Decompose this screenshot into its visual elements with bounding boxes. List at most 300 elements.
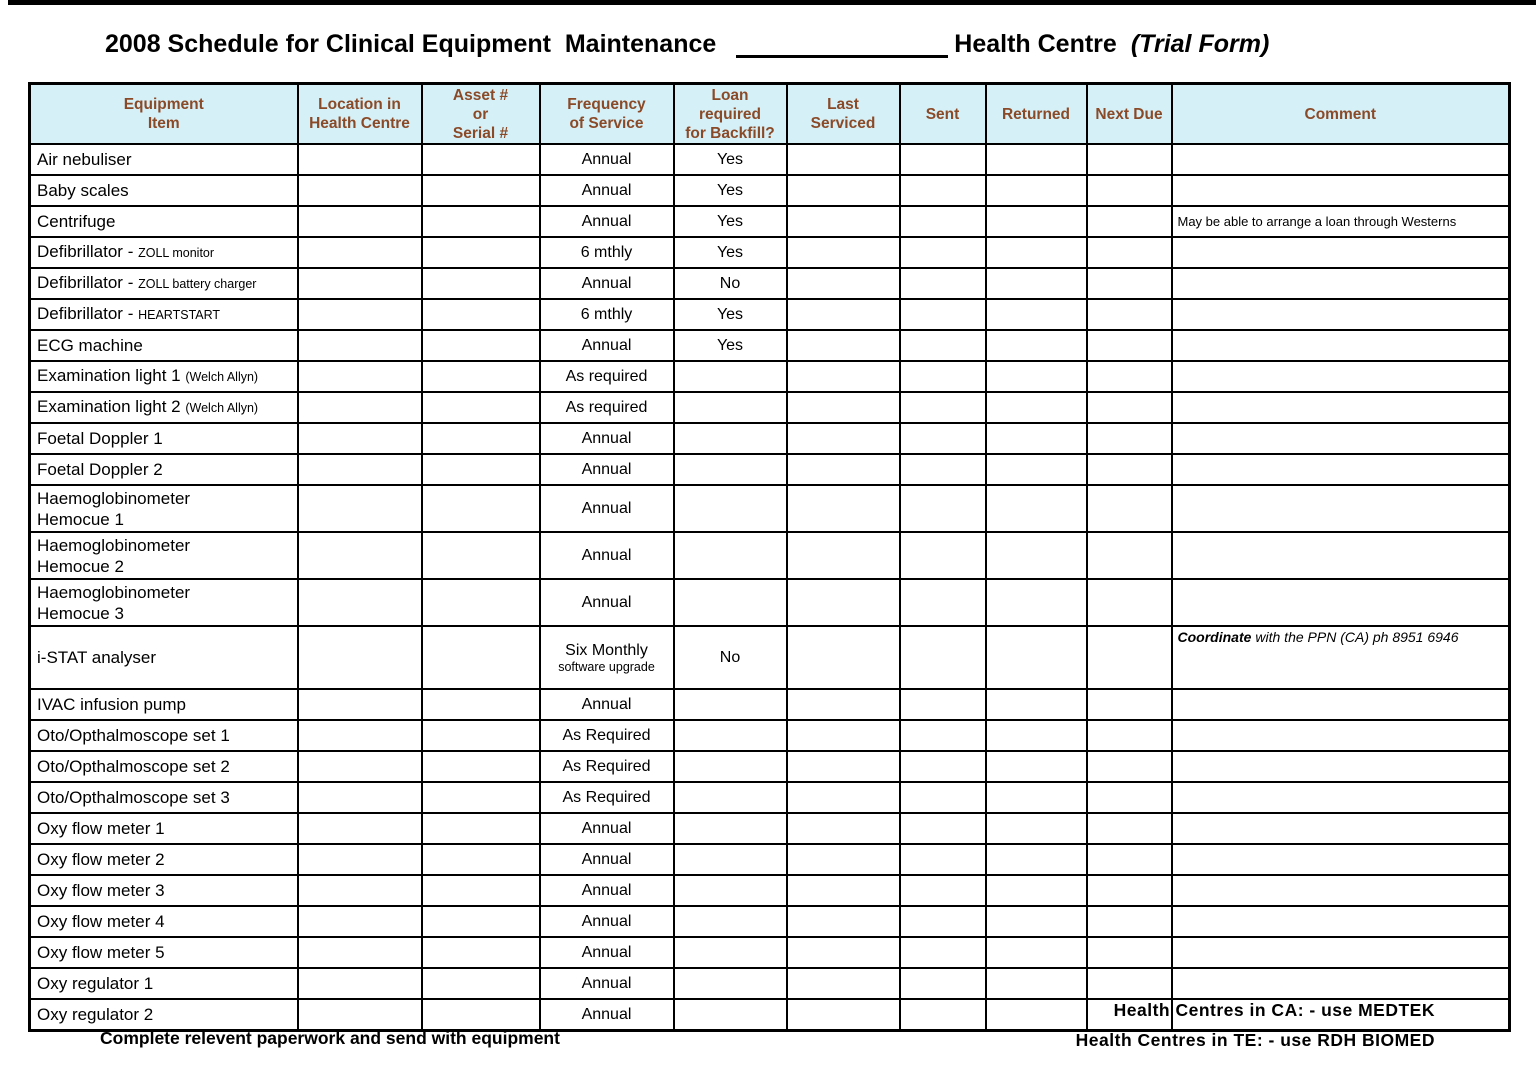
returned-cell	[986, 423, 1087, 454]
next-due-cell	[1087, 689, 1172, 720]
title-main: 2008 Schedule for Clinical Equipment Maintenance	[105, 30, 717, 58]
sent-cell	[900, 875, 986, 906]
col-header-last-serviced: Last Serviced	[787, 84, 900, 145]
asset-cell	[422, 423, 540, 454]
loan-cell	[674, 532, 787, 579]
frequency-cell: Annual	[540, 144, 674, 175]
equipment-item-cell: ECG machine	[30, 330, 298, 361]
sent-cell	[900, 423, 986, 454]
next-due-cell	[1087, 361, 1172, 392]
asset-cell	[422, 299, 540, 330]
returned-cell	[986, 299, 1087, 330]
sent-cell	[900, 906, 986, 937]
next-due-cell	[1087, 751, 1172, 782]
sent-cell	[900, 392, 986, 423]
next-due-cell	[1087, 299, 1172, 330]
loan-cell	[674, 906, 787, 937]
table-row	[30, 689, 1510, 720]
frequency-cell: Annual	[540, 689, 674, 720]
last-serviced-cell	[787, 175, 900, 206]
comment-cell	[1172, 813, 1510, 844]
col-header-frequency: Frequency of Service	[540, 84, 674, 145]
returned-cell	[986, 751, 1087, 782]
equipment-item-cell: Oxy regulator 1	[30, 968, 298, 999]
last-serviced-cell	[787, 844, 900, 875]
loan-cell	[674, 999, 787, 1031]
location-cell	[298, 361, 422, 392]
location-cell	[298, 999, 422, 1031]
next-due-cell	[1087, 720, 1172, 751]
asset-cell	[422, 626, 540, 689]
location-cell	[298, 206, 422, 237]
next-due-cell	[1087, 875, 1172, 906]
last-serviced-cell	[787, 361, 900, 392]
comment-cell	[1172, 782, 1510, 813]
last-serviced-cell	[787, 875, 900, 906]
comment-cell	[1172, 268, 1510, 299]
frequency-cell: Annual	[540, 999, 674, 1031]
loan-cell	[674, 751, 787, 782]
returned-cell	[986, 144, 1087, 175]
table-row	[30, 268, 1510, 299]
loan-cell	[674, 720, 787, 751]
last-serviced-cell	[787, 999, 900, 1031]
comment-cell	[1172, 844, 1510, 875]
table-row	[30, 532, 1510, 579]
comment-cell	[1172, 423, 1510, 454]
sent-cell	[900, 813, 986, 844]
asset-cell	[422, 144, 540, 175]
footer-instruction: Complete relevent paperwork and send with equipment	[100, 1028, 560, 1048]
table-row	[30, 782, 1510, 813]
location-cell	[298, 175, 422, 206]
sent-cell	[900, 175, 986, 206]
equipment-item-cell: Foetal Doppler 1	[30, 423, 298, 454]
next-due-cell	[1087, 330, 1172, 361]
title-health-centre: Health Centre	[954, 30, 1117, 58]
returned-cell	[986, 720, 1087, 751]
comment-cell	[1172, 720, 1510, 751]
loan-cell	[674, 485, 787, 532]
last-serviced-cell	[787, 485, 900, 532]
equipment-item-cell: Baby scales	[30, 175, 298, 206]
table-row	[30, 206, 1510, 237]
loan-cell: Yes	[674, 175, 787, 206]
last-serviced-cell	[787, 720, 900, 751]
asset-cell	[422, 689, 540, 720]
sent-cell	[900, 626, 986, 689]
last-serviced-cell	[787, 689, 900, 720]
equipment-item-cell: Defibrillator - HEARTSTART	[30, 299, 298, 330]
next-due-cell	[1087, 937, 1172, 968]
comment-cell	[1172, 689, 1510, 720]
loan-cell: Yes	[674, 206, 787, 237]
next-due-cell	[1087, 532, 1172, 579]
comment-cell	[1172, 175, 1510, 206]
returned-cell	[986, 454, 1087, 485]
location-cell	[298, 268, 422, 299]
location-cell	[298, 968, 422, 999]
asset-cell	[422, 206, 540, 237]
asset-cell	[422, 579, 540, 626]
loan-cell	[674, 813, 787, 844]
comment-cell	[1172, 485, 1510, 532]
next-due-cell	[1087, 454, 1172, 485]
equipment-item-cell: Haemoglobinometer Hemocue 1	[30, 485, 298, 532]
loan-cell: No	[674, 626, 787, 689]
equipment-item-cell: Defibrillator - ZOLL battery charger	[30, 268, 298, 299]
loan-cell	[674, 782, 787, 813]
asset-cell	[422, 330, 540, 361]
sent-cell	[900, 751, 986, 782]
comment-cell	[1172, 361, 1510, 392]
location-cell	[298, 330, 422, 361]
equipment-item-cell: IVAC infusion pump	[30, 689, 298, 720]
returned-cell	[986, 937, 1087, 968]
location-cell	[298, 299, 422, 330]
asset-cell	[422, 813, 540, 844]
location-cell	[298, 485, 422, 532]
last-serviced-cell	[787, 532, 900, 579]
asset-cell	[422, 361, 540, 392]
frequency-cell: Annual	[540, 206, 674, 237]
loan-cell	[674, 392, 787, 423]
table-row	[30, 844, 1510, 875]
sent-cell	[900, 144, 986, 175]
table-row	[30, 813, 1510, 844]
table-row	[30, 626, 1510, 689]
table-row	[30, 937, 1510, 968]
scan-edge-bar	[8, 0, 1536, 5]
sent-cell	[900, 485, 986, 532]
footer-contact-te: Health Centres in TE: - use RDH BIOMED	[1075, 1030, 1435, 1050]
last-serviced-cell	[787, 906, 900, 937]
comment-cell: Coordinate with the PPN (CA) ph 8951 6946	[1172, 626, 1510, 689]
last-serviced-cell	[787, 454, 900, 485]
comment-cell	[1172, 579, 1510, 626]
sent-cell	[900, 532, 986, 579]
next-due-cell	[1087, 392, 1172, 423]
next-due-cell	[1087, 268, 1172, 299]
loan-cell	[674, 937, 787, 968]
last-serviced-cell	[787, 299, 900, 330]
footer-contacts	[1076, 995, 1435, 1055]
frequency-cell: Annual	[540, 844, 674, 875]
comment-cell	[1172, 454, 1510, 485]
sent-cell	[900, 844, 986, 875]
asset-cell	[422, 268, 540, 299]
last-serviced-cell	[787, 968, 900, 999]
sent-cell	[900, 330, 986, 361]
returned-cell	[986, 579, 1087, 626]
returned-cell	[986, 689, 1087, 720]
comment-cell	[1172, 937, 1510, 968]
comment-cell: May be able to arrange a loan through Westerns	[1172, 206, 1510, 237]
table-body	[30, 144, 1510, 1031]
returned-cell	[986, 813, 1087, 844]
equipment-item-cell: Oxy flow meter 4	[30, 906, 298, 937]
frequency-cell: Annual	[540, 268, 674, 299]
table-row	[30, 144, 1510, 175]
asset-cell	[422, 175, 540, 206]
equipment-item-cell: Oto/Opthalmoscope set 1	[30, 720, 298, 751]
asset-cell	[422, 392, 540, 423]
table-row	[30, 454, 1510, 485]
next-due-cell	[1087, 579, 1172, 626]
asset-cell	[422, 875, 540, 906]
asset-cell	[422, 485, 540, 532]
next-due-cell	[1087, 906, 1172, 937]
title-trial-form: (Trial Form)	[1130, 30, 1270, 58]
comment-cell	[1172, 751, 1510, 782]
next-due-cell	[1087, 144, 1172, 175]
equipment-item-cell: i-STAT analyser	[30, 626, 298, 689]
comment-cell	[1172, 237, 1510, 268]
asset-cell	[422, 454, 540, 485]
col-header-loan: Loan required for Backfill?	[674, 84, 787, 145]
frequency-cell: Annual	[540, 579, 674, 626]
location-cell	[298, 844, 422, 875]
returned-cell	[986, 968, 1087, 999]
asset-cell	[422, 237, 540, 268]
frequency-cell: Annual	[540, 813, 674, 844]
comment-cell	[1172, 299, 1510, 330]
loan-cell	[674, 579, 787, 626]
last-serviced-cell	[787, 937, 900, 968]
col-header-equipment: Equipment Item	[30, 84, 298, 145]
equipment-item-cell: Oxy regulator 2	[30, 999, 298, 1031]
location-cell	[298, 626, 422, 689]
table-row	[30, 392, 1510, 423]
frequency-cell: As Required	[540, 782, 674, 813]
asset-cell	[422, 906, 540, 937]
returned-cell	[986, 782, 1087, 813]
frequency-cell: Annual	[540, 937, 674, 968]
equipment-item-cell: Centrifuge	[30, 206, 298, 237]
location-cell	[298, 813, 422, 844]
last-serviced-cell	[787, 782, 900, 813]
returned-cell	[986, 392, 1087, 423]
table-row	[30, 485, 1510, 532]
location-cell	[298, 144, 422, 175]
last-serviced-cell	[787, 813, 900, 844]
equipment-item-cell: Oto/Opthalmoscope set 2	[30, 751, 298, 782]
frequency-cell: Annual	[540, 906, 674, 937]
returned-cell	[986, 875, 1087, 906]
location-cell	[298, 937, 422, 968]
loan-cell	[674, 968, 787, 999]
loan-cell: Yes	[674, 330, 787, 361]
asset-cell	[422, 720, 540, 751]
sent-cell	[900, 937, 986, 968]
table-header	[30, 84, 1510, 145]
sent-cell	[900, 206, 986, 237]
maintenance-schedule-table	[28, 82, 1511, 1032]
loan-cell: No	[674, 268, 787, 299]
frequency-cell: Annual	[540, 485, 674, 532]
sent-cell	[900, 999, 986, 1031]
loan-cell: Yes	[674, 237, 787, 268]
location-cell	[298, 751, 422, 782]
page-title	[105, 30, 1269, 59]
next-due-cell	[1087, 175, 1172, 206]
frequency-cell: As Required	[540, 751, 674, 782]
returned-cell	[986, 237, 1087, 268]
frequency-cell: Annual	[540, 175, 674, 206]
location-cell	[298, 906, 422, 937]
col-header-comment: Comment	[1172, 84, 1510, 145]
comment-cell	[1172, 392, 1510, 423]
table-row	[30, 175, 1510, 206]
sent-cell	[900, 968, 986, 999]
equipment-item-cell: Haemoglobinometer Hemocue 2	[30, 532, 298, 579]
loan-cell	[674, 689, 787, 720]
frequency-cell: As required	[540, 361, 674, 392]
comment-cell	[1172, 144, 1510, 175]
next-due-cell	[1087, 237, 1172, 268]
location-cell	[298, 720, 422, 751]
loan-cell	[674, 875, 787, 906]
table-row	[30, 237, 1510, 268]
table-row	[30, 330, 1510, 361]
next-due-cell	[1087, 485, 1172, 532]
asset-cell	[422, 751, 540, 782]
loan-cell	[674, 423, 787, 454]
asset-cell	[422, 844, 540, 875]
col-header-next-due: Next Due	[1087, 84, 1172, 145]
returned-cell	[986, 906, 1087, 937]
returned-cell	[986, 485, 1087, 532]
asset-cell	[422, 999, 540, 1031]
last-serviced-cell	[787, 751, 900, 782]
last-serviced-cell	[787, 330, 900, 361]
col-header-asset: Asset # or Serial #	[422, 84, 540, 145]
frequency-cell: Six Monthly software upgrade	[540, 626, 674, 689]
sent-cell	[900, 237, 986, 268]
frequency-cell: 6 mthly	[540, 237, 674, 268]
sent-cell	[900, 361, 986, 392]
frequency-cell: As Required	[540, 720, 674, 751]
sent-cell	[900, 689, 986, 720]
equipment-item-cell: Oxy flow meter 3	[30, 875, 298, 906]
frequency-cell: Annual	[540, 423, 674, 454]
returned-cell	[986, 361, 1087, 392]
last-serviced-cell	[787, 579, 900, 626]
equipment-item-cell: Oto/Opthalmoscope set 3	[30, 782, 298, 813]
next-due-cell	[1087, 813, 1172, 844]
comment-cell	[1172, 906, 1510, 937]
location-cell	[298, 237, 422, 268]
equipment-item-cell: Oxy flow meter 5	[30, 937, 298, 968]
loan-cell: Yes	[674, 144, 787, 175]
equipment-item-cell: Oxy flow meter 1	[30, 813, 298, 844]
equipment-item-cell: Defibrillator - ZOLL monitor	[30, 237, 298, 268]
next-due-cell	[1087, 626, 1172, 689]
location-cell	[298, 423, 422, 454]
sent-cell	[900, 579, 986, 626]
table-row	[30, 299, 1510, 330]
equipment-item-cell: Air nebuliser	[30, 144, 298, 175]
returned-cell	[986, 330, 1087, 361]
frequency-cell: Annual	[540, 532, 674, 579]
col-header-location: Location in Health Centre	[298, 84, 422, 145]
comment-cell	[1172, 532, 1510, 579]
asset-cell	[422, 968, 540, 999]
last-serviced-cell	[787, 237, 900, 268]
returned-cell	[986, 844, 1087, 875]
sent-cell	[900, 720, 986, 751]
equipment-item-cell: Examination light 2 (Welch Allyn)	[30, 392, 298, 423]
col-header-returned: Returned	[986, 84, 1087, 145]
loan-cell	[674, 454, 787, 485]
location-cell	[298, 454, 422, 485]
asset-cell	[422, 532, 540, 579]
location-cell	[298, 532, 422, 579]
returned-cell	[986, 626, 1087, 689]
asset-cell	[422, 937, 540, 968]
equipment-item-cell: Haemoglobinometer Hemocue 3	[30, 579, 298, 626]
next-due-cell	[1087, 206, 1172, 237]
frequency-cell: Annual	[540, 454, 674, 485]
col-header-sent: Sent	[900, 84, 986, 145]
equipment-item-cell: Oxy flow meter 2	[30, 844, 298, 875]
sent-cell	[900, 782, 986, 813]
loan-cell: Yes	[674, 299, 787, 330]
sent-cell	[900, 454, 986, 485]
returned-cell	[986, 532, 1087, 579]
comment-cell	[1172, 330, 1510, 361]
footer-contact-ca: Health Centres in CA: - use MEDTEK	[1113, 1000, 1435, 1020]
location-cell	[298, 782, 422, 813]
returned-cell	[986, 206, 1087, 237]
sent-cell	[900, 299, 986, 330]
table-row	[30, 875, 1510, 906]
returned-cell	[986, 999, 1087, 1031]
table-row	[30, 906, 1510, 937]
sent-cell	[900, 268, 986, 299]
returned-cell	[986, 175, 1087, 206]
frequency-cell: As required	[540, 392, 674, 423]
table-row	[30, 361, 1510, 392]
table-row	[30, 751, 1510, 782]
frequency-cell: Annual	[540, 875, 674, 906]
last-serviced-cell	[787, 392, 900, 423]
title-blank-line	[736, 55, 948, 58]
last-serviced-cell	[787, 206, 900, 237]
header-row	[30, 84, 1510, 145]
location-cell	[298, 392, 422, 423]
next-due-cell	[1087, 423, 1172, 454]
location-cell	[298, 875, 422, 906]
asset-cell	[422, 782, 540, 813]
last-serviced-cell	[787, 268, 900, 299]
frequency-cell: 6 mthly	[540, 299, 674, 330]
loan-cell	[674, 361, 787, 392]
location-cell	[298, 579, 422, 626]
comment-cell	[1172, 875, 1510, 906]
next-due-cell	[1087, 844, 1172, 875]
frequency-cell: Annual	[540, 968, 674, 999]
returned-cell	[986, 268, 1087, 299]
last-serviced-cell	[787, 626, 900, 689]
frequency-cell: Annual	[540, 330, 674, 361]
location-cell	[298, 689, 422, 720]
next-due-cell	[1087, 782, 1172, 813]
table-row	[30, 423, 1510, 454]
table-row	[30, 720, 1510, 751]
last-serviced-cell	[787, 423, 900, 454]
loan-cell	[674, 844, 787, 875]
